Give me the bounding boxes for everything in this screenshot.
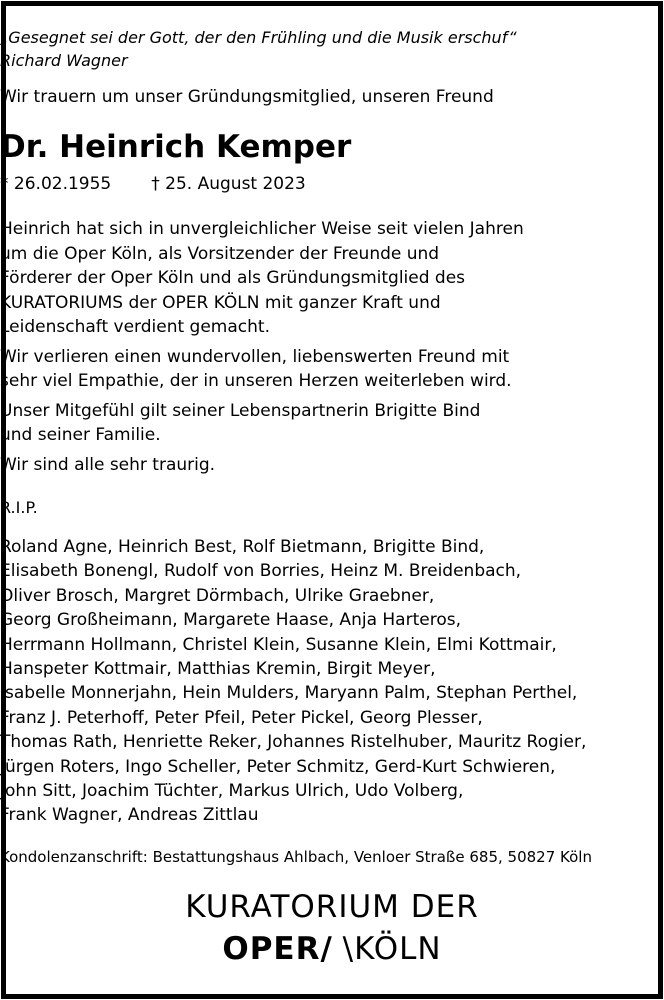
- tribute-line: um die Oper Köln, als Vorsitzender der Freunde und: [0, 243, 440, 264]
- life-dates: [0, 172, 664, 196]
- birth-date: * 26.02.1955: [0, 174, 112, 194]
- tribute-paragraph-1: [0, 217, 664, 340]
- mourners-line: Hanspeter Kottmair, Matthias Kremin, Birgit Meyer,: [0, 659, 436, 680]
- mourners-line: Franz J. Peterhoff, Peter Pfeil, Peter Pickel, Georg Plesser,: [0, 707, 483, 728]
- deceased-name: Dr. Heinrich Kemper: [0, 129, 352, 165]
- tribute-text: [0, 217, 664, 477]
- mourners-line: Herrmann Hollmann, Christel Klein, Susanne Klein, Elmi Kottmair,: [0, 634, 557, 655]
- quote-author: Richard Wagner: [0, 51, 128, 70]
- tribute-line: Wir verlieren einen wundervollen, liebenswerten Freund mit: [0, 346, 510, 367]
- tribute-paragraph-3: [0, 399, 664, 448]
- quote-text: „Gesegnet sei der Gott, der den Frühling und die Musik erschuf“: [0, 28, 517, 47]
- mourners-line: Elisabeth Bonengl, Rudolf von Borries, Heinz M. Breidenbach,: [0, 561, 522, 582]
- mourners-line: Roland Agne, Heinrich Best, Rolf Bietmann, Brigitte Bind,: [0, 537, 485, 557]
- logo-oper: OPER/: [222, 931, 333, 967]
- tribute-paragraph-4: Wir sind alle sehr traurig.: [0, 454, 216, 475]
- logo-line-1: KURATORIUM DER: [185, 889, 479, 925]
- mourners-list: [0, 535, 664, 828]
- mourners-line: Jürgen Roters, Ingo Scheller, Peter Schmitz, Gerd-Kurt Schwieren,: [0, 756, 556, 777]
- death-date: † 25. August 2023: [151, 174, 306, 194]
- condolence-address: Kondolenzanschrift: Bestattungshaus Ahlbach, Venloer Straße 685, 50827 Köln: [0, 848, 592, 866]
- mourners-line: Isabelle Monnerjahn, Hein Mulders, Maryann Palm, Stephan Perthel,: [0, 683, 578, 704]
- mourners-line: Oliver Brosch, Margret Dörmbach, Ulrike Graebner,: [0, 585, 435, 606]
- logo-koeln: \KÖLN: [342, 931, 442, 967]
- mourners-line: Thomas Rath, Henriette Reker, Johannes Ristelhuber, Mauritz Rogier,: [0, 732, 587, 753]
- tribute-paragraph-2: [0, 345, 664, 394]
- tribute-line: KURATORIUMS der OPER KÖLN mit ganzer Kraft und: [0, 292, 441, 313]
- rip-text: R.I.P.: [0, 498, 38, 517]
- epigraph-quote: [0, 26, 664, 72]
- mourners-line: Georg Großheimann, Margarete Haase, Anja Harteros,: [0, 610, 461, 631]
- tribute-line: Leidenschaft verdient gemacht.: [0, 317, 270, 337]
- tribute-line: Förderer der Oper Köln und als Gründungsmitglied des: [0, 268, 466, 288]
- intro-text: Wir trauern um unser Gründungsmitglied, unseren Freund: [0, 87, 494, 107]
- tribute-line: Unser Mitgefühl gilt seiner Lebenspartnerin Brigitte Bind: [0, 400, 481, 421]
- tribute-line: Heinrich hat sich in unvergleichlicher Weise seit vielen Jahren: [0, 219, 524, 239]
- logo-line-2: [0, 929, 664, 969]
- mourners-line: John Sitt, Joachim Tüchter, Markus Ulrich, Udo Volberg,: [0, 781, 464, 802]
- kuratorium-logo: [0, 887, 664, 969]
- mourners-line: Frank Wagner, Andreas Zittlau: [0, 805, 259, 826]
- tribute-line: sehr viel Empathie, der in unseren Herzen weiterleben wird.: [0, 371, 512, 391]
- tribute-line: und seiner Familie.: [0, 425, 161, 445]
